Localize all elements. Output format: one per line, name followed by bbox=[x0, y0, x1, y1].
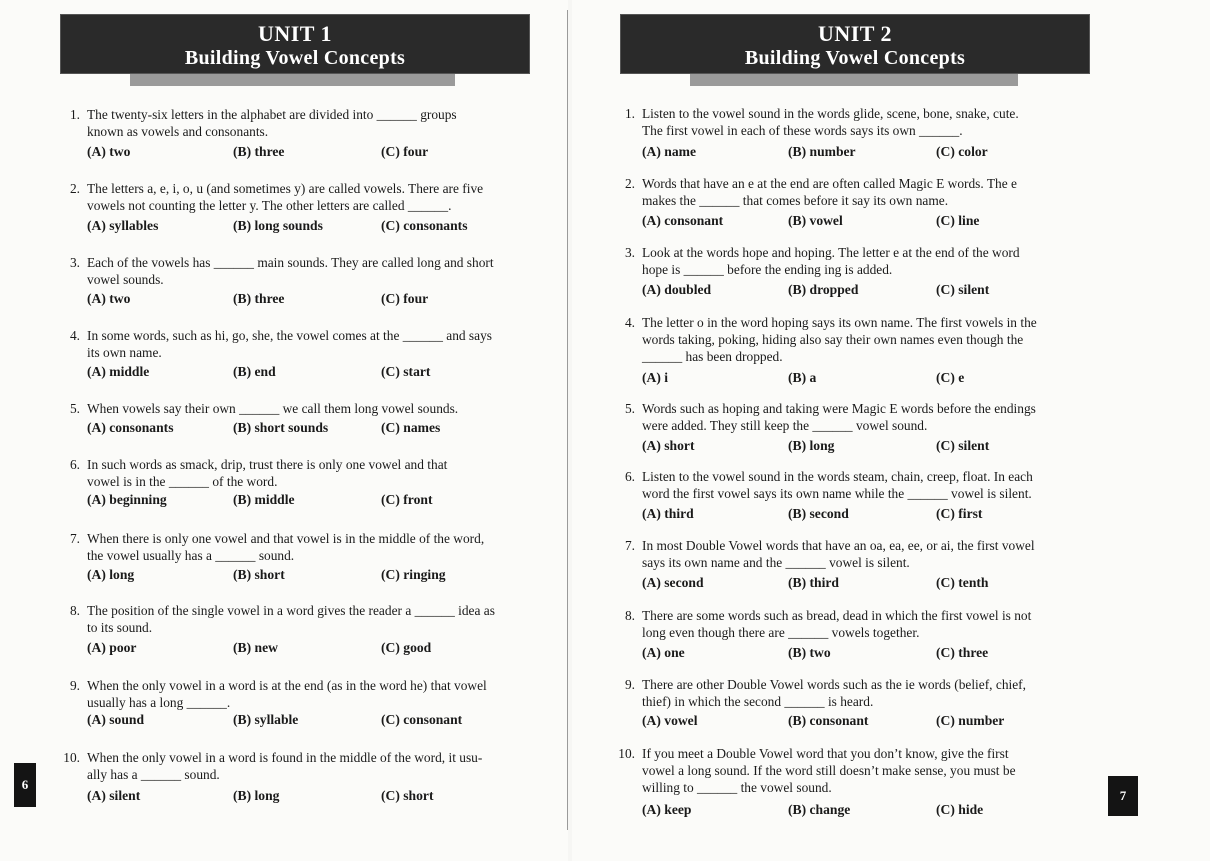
choice-a[interactable]: (A) syllables bbox=[87, 218, 159, 233]
choice-b[interactable]: (B) short sounds bbox=[233, 420, 329, 435]
unit-1-banner bbox=[60, 14, 530, 74]
question-text: Words such as hoping and taking were Magic E words before the endings were added. They still keep the ______ vowel sound. bbox=[642, 401, 1036, 433]
choice-b[interactable]: (B) number bbox=[788, 144, 856, 159]
question-text: Look at the words hope and hoping. The letter e at the end of the word hope is ______ before the ending ing is added. bbox=[642, 245, 1020, 277]
choice-b[interactable]: (B) vowel bbox=[788, 213, 843, 228]
choice-b[interactable]: (B) third bbox=[788, 575, 839, 590]
question-text: The letters a, e, i, o, u (and sometimes y) are called vowels. There are five vowels not counting the letter y. The other letters are called ______. bbox=[87, 181, 484, 213]
choice-b[interactable]: (B) a bbox=[788, 370, 817, 385]
question-item bbox=[615, 314, 1105, 394]
choice-c[interactable]: (C) silent bbox=[936, 282, 990, 297]
question-item bbox=[615, 468, 1105, 528]
question-text: In some words, such as hi, go, she, the vowel comes at the ______ and says its own name. bbox=[87, 328, 492, 360]
question-number: 3. bbox=[69, 255, 80, 270]
question-number: 7. bbox=[624, 538, 635, 553]
question-number: 1. bbox=[69, 107, 80, 122]
choice-c[interactable]: (C) four bbox=[381, 291, 429, 306]
choice-a[interactable]: (A) beginning bbox=[87, 492, 167, 507]
question-item bbox=[60, 749, 540, 809]
choice-c[interactable]: (C) line bbox=[936, 213, 980, 228]
question-text: In such words as smack, drip, trust there is only one vowel and that vowel is in the ______ of the word. bbox=[87, 457, 448, 489]
choice-b[interactable]: (B) second bbox=[788, 506, 849, 521]
choice-c[interactable]: (C) start bbox=[381, 364, 431, 379]
choice-b[interactable]: (B) long bbox=[788, 438, 835, 453]
question-item bbox=[60, 106, 540, 166]
choice-c[interactable]: (C) consonants bbox=[381, 218, 468, 233]
choice-c[interactable]: (C) hide bbox=[936, 802, 984, 817]
banner-shadow-strip bbox=[130, 74, 455, 86]
choice-a[interactable]: (A) third bbox=[642, 506, 694, 521]
choice-b[interactable]: (B) middle bbox=[233, 492, 295, 507]
choice-a[interactable]: (A) vowel bbox=[642, 713, 698, 728]
unit-subtitle: Building Vowel Concepts bbox=[184, 47, 406, 69]
question-number: 5. bbox=[69, 401, 80, 416]
choice-b[interactable]: (B) consonant bbox=[788, 713, 869, 728]
question-number: 6. bbox=[69, 457, 80, 472]
choice-b[interactable]: (B) dropped bbox=[788, 282, 859, 297]
unit-subtitle: Building Vowel Concepts bbox=[744, 47, 966, 69]
choice-c[interactable]: (C) short bbox=[381, 788, 434, 803]
question-text: When there is only one vowel and that vowel is in the middle of the word, the vowel usually has a ______ sound. bbox=[87, 531, 485, 563]
question-item bbox=[615, 537, 1105, 597]
question-text: When the only vowel in a word is found in the middle of the word, it usu- ally has a ______ sound. bbox=[87, 750, 483, 782]
choice-a[interactable]: (A) consonants bbox=[87, 420, 174, 435]
choice-a[interactable]: (A) one bbox=[642, 645, 685, 660]
question-text: If you meet a Double Vowel word that you don’t know, give the first vowel a long sound. If the word still doesn’t make sense, you must be willing to ______ the vowel sound. bbox=[642, 746, 1016, 795]
question-item bbox=[60, 400, 540, 440]
question-number: 8. bbox=[69, 603, 80, 618]
question-item bbox=[615, 244, 1105, 304]
question-item bbox=[615, 175, 1105, 235]
choice-a[interactable]: (A) two bbox=[87, 144, 131, 159]
choice-b[interactable]: (B) three bbox=[233, 291, 285, 306]
choice-a[interactable]: (A) long bbox=[87, 567, 135, 582]
question-number: 1. bbox=[624, 106, 635, 121]
choice-b[interactable]: (B) short bbox=[233, 567, 285, 582]
question-item bbox=[60, 327, 540, 387]
question-number: 2. bbox=[624, 176, 635, 191]
choice-a[interactable]: (A) keep bbox=[642, 802, 692, 817]
choice-c[interactable]: (C) good bbox=[381, 640, 432, 655]
choice-c[interactable]: (C) color bbox=[936, 144, 988, 159]
choice-a[interactable]: (A) sound bbox=[87, 712, 145, 727]
question-text: When vowels say their own ______ we call them long vowel sounds. bbox=[87, 401, 459, 416]
question-item bbox=[60, 254, 540, 314]
question-item bbox=[60, 530, 540, 590]
question-number: 4. bbox=[624, 315, 635, 330]
choice-b[interactable]: (B) syllable bbox=[233, 712, 299, 727]
choice-a[interactable]: (A) two bbox=[87, 291, 131, 306]
choice-b[interactable]: (B) change bbox=[788, 802, 851, 817]
banner-shadow-strip bbox=[690, 74, 1018, 86]
question-text: The position of the single vowel in a word gives the reader a ______ idea as to its sound. bbox=[87, 603, 495, 635]
question-text: The twenty-six letters in the alphabet are divided into ______ groups known as vowels and consonants. bbox=[87, 107, 457, 139]
choice-c[interactable]: (C) first bbox=[936, 506, 983, 521]
question-number: 10. bbox=[63, 750, 80, 765]
choice-a[interactable]: (A) middle bbox=[87, 364, 150, 379]
choice-a[interactable]: (A) second bbox=[642, 575, 704, 590]
choice-b[interactable]: (B) three bbox=[233, 144, 285, 159]
choice-a[interactable]: (A) consonant bbox=[642, 213, 724, 228]
unit-title: UNIT 2 bbox=[817, 21, 893, 46]
question-text: The letter o in the word hoping says its own name. The first vowels in the words taking, poking, hiding also say their own names even though the ______ has been dropped. bbox=[642, 315, 1037, 364]
choice-b[interactable]: (B) long bbox=[233, 788, 280, 803]
choice-c[interactable]: (C) ringing bbox=[381, 567, 446, 582]
question-number: 9. bbox=[69, 678, 80, 693]
question-item bbox=[60, 180, 540, 240]
question-number: 10. bbox=[618, 746, 635, 761]
page-number-tab: 7 bbox=[1108, 776, 1138, 816]
question-item bbox=[60, 677, 540, 737]
question-item bbox=[60, 456, 540, 516]
choice-a[interactable]: (A) i bbox=[642, 370, 669, 385]
question-text: Words that have an e at the end are often called Magic E words. The e makes the ______ that comes before it say its own name. bbox=[642, 176, 1017, 208]
choice-a[interactable]: (A) doubled bbox=[642, 282, 712, 297]
choice-c[interactable]: (C) front bbox=[381, 492, 433, 507]
question-text: When the only vowel in a word is at the end (as in the word he) that vowel usually has a long ______. bbox=[87, 678, 487, 710]
choice-c[interactable]: (C) consonant bbox=[381, 712, 463, 727]
question-number: 2. bbox=[69, 181, 80, 196]
question-number: 5. bbox=[624, 401, 635, 416]
question-item bbox=[615, 676, 1105, 736]
question-text: There are other Double Vowel words such as the ie words (belief, chief, thief) in which the second ______ is heard. bbox=[642, 677, 1026, 709]
choice-c[interactable]: (C) tenth bbox=[936, 575, 989, 590]
choice-b[interactable]: (B) end bbox=[233, 364, 276, 379]
question-number: 3. bbox=[624, 245, 635, 260]
question-text: Listen to the vowel sound in the words steam, chain, creep, float. In each word the first vowel says its own name while the ______ vowel is silent. bbox=[642, 469, 1033, 501]
unit-2-banner bbox=[620, 14, 1090, 74]
choice-b[interactable]: (B) long sounds bbox=[233, 218, 323, 233]
choice-c[interactable]: (C) four bbox=[381, 144, 429, 159]
question-item bbox=[615, 105, 1105, 165]
question-number: 9. bbox=[624, 677, 635, 692]
choice-c[interactable]: (C) silent bbox=[936, 438, 990, 453]
question-item bbox=[615, 607, 1105, 667]
question-item bbox=[615, 745, 1105, 825]
choice-c[interactable]: (C) names bbox=[381, 420, 441, 435]
question-item bbox=[60, 602, 540, 662]
question-text: Listen to the vowel sound in the words glide, scene, bone, snake, cute. The first vowel in each of these words says its own ______. bbox=[642, 106, 1019, 138]
choice-c[interactable]: (C) e bbox=[936, 370, 965, 385]
question-number: 6. bbox=[624, 469, 635, 484]
choice-b[interactable]: (B) new bbox=[233, 640, 278, 655]
choice-a[interactable]: (A) short bbox=[642, 438, 695, 453]
question-number: 4. bbox=[69, 328, 80, 343]
choice-c[interactable]: (C) number bbox=[936, 713, 1005, 728]
unit-title: UNIT 1 bbox=[257, 21, 333, 46]
question-text: There are some words such as bread, dead in which the first vowel is not long even though there are ______ vowels together. bbox=[642, 608, 1032, 640]
choice-c[interactable]: (C) three bbox=[936, 645, 989, 660]
question-number: 8. bbox=[624, 608, 635, 623]
choice-a[interactable]: (A) name bbox=[642, 144, 696, 159]
question-number: 7. bbox=[69, 531, 80, 546]
page-number-tab: 6 bbox=[14, 763, 36, 807]
left-page bbox=[0, 0, 568, 861]
choice-a[interactable]: (A) poor bbox=[87, 640, 137, 655]
question-text: Each of the vowels has ______ main sounds. They are called long and short vowel sounds. bbox=[87, 255, 494, 287]
question-item bbox=[615, 400, 1105, 460]
choice-a[interactable]: (A) silent bbox=[87, 788, 141, 803]
choice-b[interactable]: (B) two bbox=[788, 645, 831, 660]
question-text: In most Double Vowel words that have an oa, ea, ee, or ai, the first vowel says its own name and the ______ vowel is silent. bbox=[642, 538, 1035, 570]
